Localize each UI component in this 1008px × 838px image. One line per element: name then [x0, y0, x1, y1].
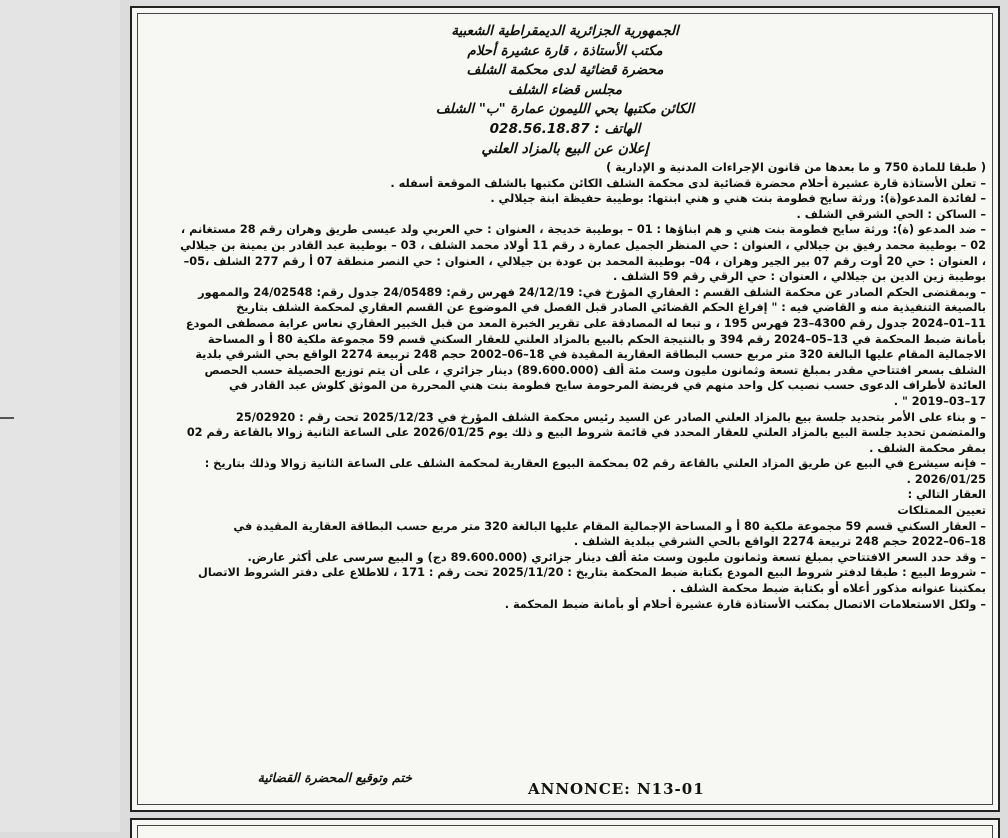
header-republic: الجمهورية الجزائرية الديمقراطية الشعبية [451, 23, 679, 39]
header-phone: الهاتف : 028.56.18.87 [489, 120, 641, 137]
signature-label: ختم وتوقيع المحضرة القضائية [257, 770, 412, 785]
body-line: – ضد المدعو (ة): ورثة سايح فطومة بنت هني و هم ابناؤها : 01 – بوطيبة خديجة ، العنوان : حي العربي ولد عيسى طريق وهران رقم 28 مستغانم ، [180, 223, 986, 237]
body-line: 18–06–2022 حجم 248 تربيعة 2274 الواقع بالحي الشرقي ببلدية الشلف . [573, 535, 986, 549]
document-title: إعلان عن البيع بالمزاد العلني [481, 140, 649, 157]
header-office: مكتب الأستاذة ، قارة عشيرة أحلام [467, 42, 663, 59]
body-line: 2026/01/25 . [906, 472, 986, 486]
body-line: العائدة لأطراف الدعوى حسب نصيب كل واحد منهم في فريضة المرحومة سايح فطومة بنت هني المحررة من الموثق كلوش عبد القادر في [228, 379, 986, 393]
body-line: العقار التالي : [907, 488, 986, 502]
body-line: – وبمقتضى الحكم الصادر عن محكمة الشلف القسم : العقاري المؤرخ في: 24/12/19 فهرس رقم: 24/05489 جدول رقم: 24/02548 والممهور [198, 285, 986, 299]
body-line: 02 – بوطيبة محمد رفيق بن جيلالي ، العنوان : حي المنظر الجميل عمارة د رقم 11 أولاد محمد الشلف ، 03 – بوطيبة عبد القادر بن يمينة بن جيلالي [180, 238, 986, 252]
body-line: الاجمالية المقام عليها البالغة 320 متر مربع حسب البطاقة العقارية المقيدة في 18–06–2002 حجم 248 تربيعة 2274 الواقع بحي الشرقي بلدية [195, 348, 986, 362]
body-line: 11–01–2024 جدول رقم 4300–23 فهرس 195 ، و تبعا له المصادقة على تقرير الخبرة المعد من قبل الخبير العقاري نعاس عرابة مصطفى المودع [185, 316, 986, 330]
header-bailiff: محضرة قضائية لدى محكمة الشلف [466, 62, 664, 79]
body-line: تعيين الممتلكات [897, 504, 986, 518]
header-address: الكائن مكتبها بحي الليمون عمارة "ب" الشلف [435, 101, 695, 118]
body-line: بالصيغة التنفيذية منه و القاضي فيه : " إفراغ الحكم القضائي الصادر قبل الفصل في الموضوع عن القسم العقاري لمحكمة الشلف بتاريخ [236, 301, 986, 315]
margin-mark [0, 417, 14, 419]
body-line: – و بناء على الأمر بتحديد جلسة بيع بالمزاد العلني الصادر عن السيد رئيس محكمة الشلف المؤرخ في 2025/12/23 تحت رقم : 25/02920 [236, 410, 986, 424]
next-announcement-frame [130, 818, 1000, 838]
body-line: 17–03–2019 " . [893, 394, 986, 408]
body-line: بمقر محكمة الشلف . [869, 441, 986, 455]
body-line: الشلف بسعر افتتاحي مقدر بمبلغ تسعة وثمانون مليون وست مئة ألف (89.600.000) دينار جزائري ، على أن يتم توزيع الحصيلة حسب الحصص [204, 363, 986, 377]
body-line: – العقار السكني قسم 59 مجموعة ملكية 80 أ و المساحة الإجمالية المقام عليها البالغة 320 متر مربع حسب البطاقة العقارية المقيدة في [233, 519, 986, 533]
background-page-edge [0, 0, 120, 832]
body-line: – ولكل الاستعلامات الاتصال بمكتب الأستاذة قارة عشيرة أحلام أو بأمانة ضبط المحكمة . [504, 597, 986, 611]
announcement-frame [130, 6, 1000, 812]
body-line: – الساكن : الحي الشرقي الشلف . [796, 207, 986, 221]
body-line: بوطيبة زين الدين بن جيلالي ، العنوان : حي الرقي رقم 59 الشلف . [612, 270, 986, 284]
body-line: – تعلن الأستاذة قارة عشيرة أحلام محضرة قضائية لدى محكمة الشلف الكائن مكتبها بالشلف الموقعة أسفله . [390, 176, 986, 190]
body-line: – فإنه سيشرع في البيع عن طريق المزاد العلني بالقاعة رقم 02 بمحكمة البيوع العقارية لمحكمة الشلف على الساعة الثانية زوالا وذلك بتاريخ : [204, 457, 986, 471]
announcement-body [142, 160, 986, 612]
body-line: بأمانة ضبط المحكمة في 13–05–2024 رقم 394 و بالنتيجة الحكم بالبيع بالمزاد العلني للعقار السكني قسم 59 مجموعة ملكية 80 أ و المساحة [207, 332, 986, 346]
body-line: ، العنوان : حي 20 أوت رقم 07 بير الجير وهران ، 04– بوطيبة المحمد بن عودة بن جيلالي ، العنوان : حي النصر منطقة 07 أ رقم 277 الشلف ،05– [183, 254, 986, 268]
body-line: بمكتبنا عنوانه مذكور أعلاه أو بكتابة ضبط محكمة الشلف . [671, 582, 986, 596]
body-line: – وقد حدد السعر الافتتاحي بمبلغ تسعة وثمانون مليون وست مئة ألف دينار جزائري (89.600.000 دج) و البيع سرسى على أكثر عارض. [247, 550, 986, 564]
body-line: – لفائدة المدعو(ة): ورثة سايح فطومة بنت هني و هني ابنتها: بوطيبة حفيظة ابنة جيلالي . [490, 192, 986, 206]
body-line: والمتضمن تحديد جلسة البيع بالمزاد العلني للعقار المحدد في قائمة شروط البيع و ذلك يوم 2026/01/25 على الساعة الثانية زوالا بالقاعة رقم 02 [186, 426, 986, 440]
body-line: – شروط البيع : طبقا لدفتر شروط البيع المودع بكتابة ضبط المحكمة بتاريخ : 2025/11/20 تحت رقم : 171 ، للاطلاع على دفتر الشروط الاتصال [198, 566, 986, 580]
annonce-number: ANNONCE: N13-01 [528, 780, 705, 798]
body-line: ( طبقا للمادة 750 و ما بعدها من قانون الإجراءات المدنية و الإدارية ) [606, 161, 986, 174]
header-court: مجلس قضاء الشلف [508, 81, 622, 98]
document-header [132, 22, 998, 159]
